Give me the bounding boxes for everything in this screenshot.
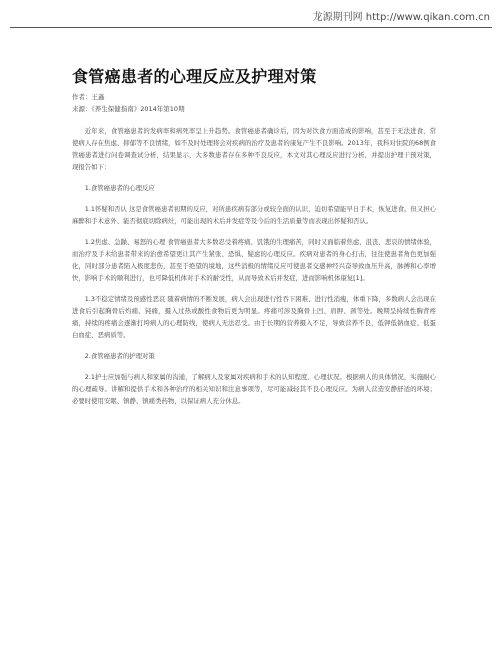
paragraph-1-3: 1.3不稳定情绪及预感性恶哀 随着病情的不断发展，病人会出现进行性吞下困难、进行性消瘦，体重下降，多数病人会出现在进食后引起胸骨后灼痛、钝痛，摄入过热或酸性食物后更为明显。疼痛可涉及胸骨上凹、肩胛、颈等处。晚期呈持续性胸背疼痛，持续的疼痛会逐渐打垮病人的心理防线，使病人无法忍受。由于长期的营养摄入不足，导致营养不良，低钾低钠血症、低蛋白血症、恶病质等。 xyxy=(72,295,436,339)
section-heading-1: 1.食管癌患者的心理反应 xyxy=(84,184,155,192)
article-body xyxy=(72,125,436,416)
article-title: 食管癌患者的心理反应及护理对策 xyxy=(72,67,317,86)
section-heading-2: 2.食管癌患者的护理对策 xyxy=(84,352,155,360)
source-line: 来源：《养生保健指南》2014年第10期 xyxy=(72,105,185,113)
paragraph-2-1: 2.1护士应加强与病人和家属的沟通，了解病人及家属对疾病和手术的认知程度、心理状况。根据病人的具体情况，实施耐心的心理疏导。讲解和提供手术和各种治疗的相关知识和注意事项等，尽可能减轻其不良心理反应。为病人营造安静舒适的环境；必要时使用安眠、镇静、镇痛类药物，以保证病人充分休息。 xyxy=(72,373,436,405)
author-line: 作者：王鑫 xyxy=(72,93,105,101)
paragraph-1-1: 1.1怀疑和否认 这是食管癌患者初期的反应，对所患疾病有部分或较全面的认识，迫切希望能早日手术，恢复进食。但又担心麻醉和手术意外、能否彻底切除病灶，可能出现的术后并发症等及今后的生活质量等而表现出怀疑和否认。 xyxy=(72,205,436,225)
paragraph-1-2: 1.2焦虑、急躁、易怒的心理 食管癌患者大多数忍受着疼痛、饥饿的生理痛苦，同时又面临着焦虑、沮丧、悲哀的情绪体验，而治疗及手术给患者带来的治愈希望更让其产生紧张、恐惧、疑虑的心理反应。疾病对患者的身心打击，往往使患者角色更加强化，同时部分患者陷入极度悲伤，甚至于绝望的境地，这些消极的情绪反应可使患者交感神经兴奋导致血压升高，脉搏和心率增快，影响手术的顺利进行，也可降低机体对手术的耐受性，从而导致术后并发症，进而影响机体康复[1]。 xyxy=(72,238,436,282)
site-header: 龙源期刊网 http://www.qikan.com.cn xyxy=(312,12,490,23)
intro-paragraph: 近年来，食管癌患者的发病率和病死率呈上升趋势。食管癌患者确诊后，因为对饮食方面造成的影响，甚至于无法进食，常使病人存在焦虑、抑郁等不良情绪，如不及时处理将会对疾病的治疗及患者的康复产生不良影响。2013年，我科对住院的68例食管癌患者进行问卷调查试分析，结果显示，大多数患者存在多种不良反应，本文对其心理反应进行分析，并提出护理干预对策，现报告如下： xyxy=(72,127,436,171)
header-divider xyxy=(10,27,492,28)
